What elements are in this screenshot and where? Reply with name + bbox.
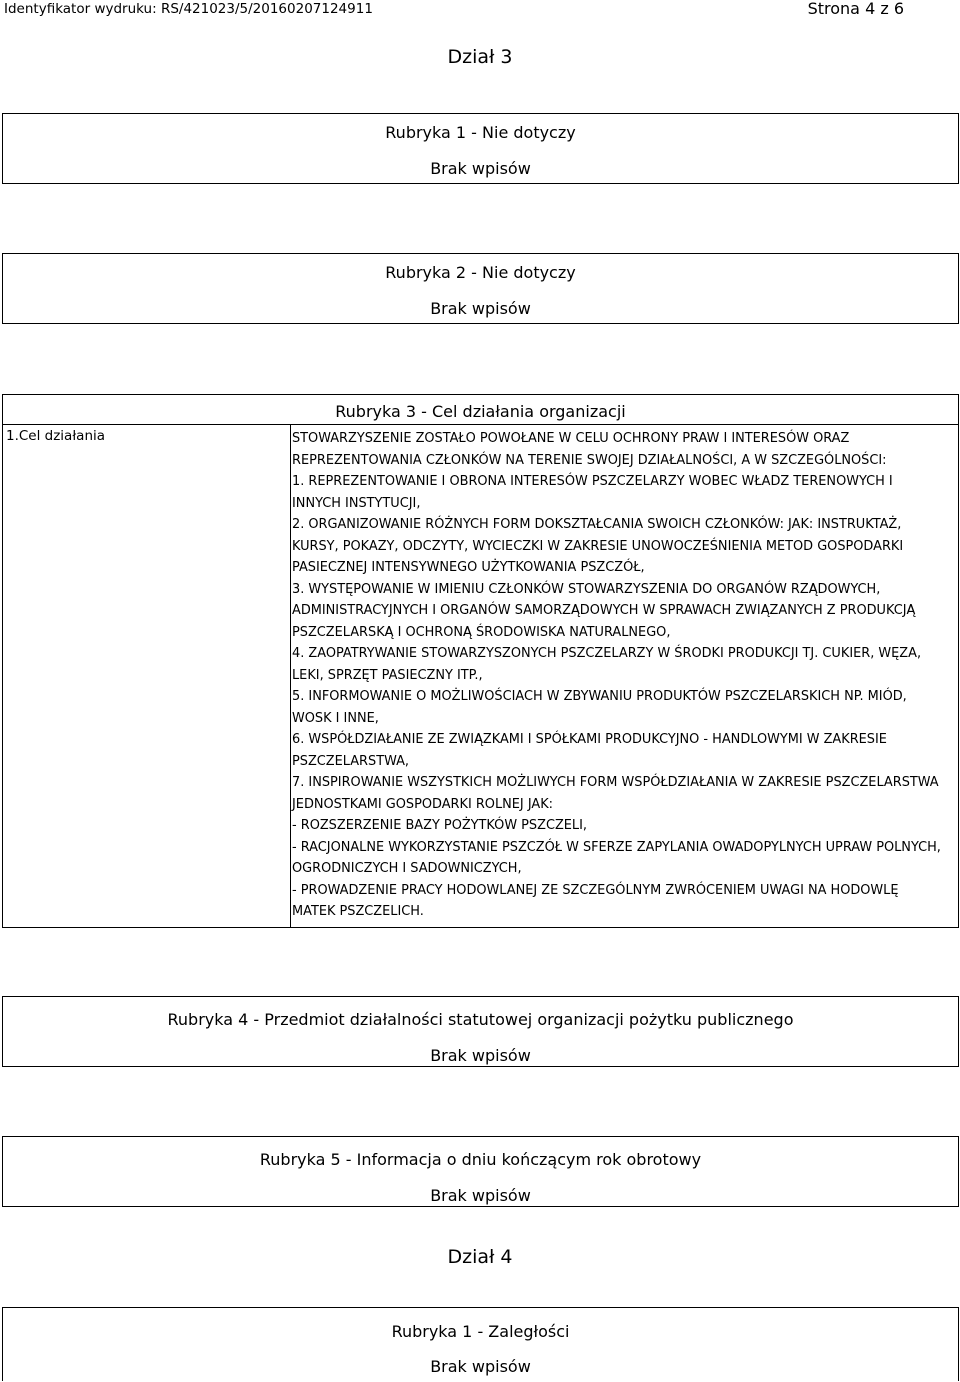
cel-dzialania-label: 1.Cel działania [6, 428, 106, 444]
rubryka-5-entries: Brak wpisów [430, 1186, 531, 1205]
content-line: 7. INSPIROWANIE WSZYSTKICH MOŻLIWYCH FORM WSPÓŁDZIAŁANIA W ZAKRESIE PSZCZELARSTWA [292, 775, 939, 790]
content-line: 2. ORGANIZOWANIE RÓŻNYCH FORM DOKSZTAŁCANIA SWOICH CZŁONKÓW: JAK: INSTRUKTAŻ, [292, 517, 902, 532]
content-line: PSZCZELARSKĄ I OCHRONĄ ŚRODOWISKA NATURALNEGO, [292, 624, 671, 640]
rubryka-1-entries: Brak wpisów [430, 159, 531, 178]
table-divider-vertical [290, 424, 291, 927]
content-line: 3. WYSTĘPOWANIE W IMIENIU CZŁONKÓW STOWARZYSZENIA DO ORGANÓW RZĄDOWYCH, [292, 581, 881, 597]
content-line: - ROZSZERZENIE BAZY POŻYTKÓW PSZCZELI, [292, 818, 588, 833]
dzial-4-rubryka-1-section [2, 1307, 959, 1381]
rubryka-3-title: Rubryka 3 - Cel działania organizacji [335, 402, 626, 421]
content-line: 4. ZAOPATRYWANIE STOWARZYSZONYCH PSZCZELARZY W ŚRODKI PRODUKCJI TJ. CUKIER, WĘZA, [292, 646, 922, 661]
cel-dzialania-content [292, 428, 952, 923]
content-line: INNYCH INSTYTUCJI, [292, 495, 421, 511]
content-line: 5. INFORMOWANIE O MOŻLIWOŚCIACH W ZBYWANIU PRODUKTÓW PSZCZELARSKICH NP. MIÓD, [292, 689, 907, 704]
dzial-4-heading: Dział 4 [447, 1246, 513, 1268]
rubryka-4-section [2, 996, 959, 1067]
dzial-3-heading: Dział 3 [447, 46, 513, 68]
content-line: REPREZENTOWANIA CZŁONKÓW NA TERENIE SWOJEJ DZIAŁALNOŚCI, A W SZCZEGÓLNOŚCI: [292, 452, 887, 468]
content-line: PSZCZELARSTWA, [292, 753, 410, 769]
content-line: JEDNOSTKAMI GOSPODARKI ROLNEJ JAK: [292, 796, 554, 812]
dzial-4-rubryka-1-entries: Brak wpisów [430, 1357, 531, 1376]
content-line: OGRODNICZYCH I SADOWNICZYCH, [292, 861, 522, 876]
content-line: 1. REPREZENTOWANIE I OBRONA INTERESÓW PSZCZELARZY WOBEC WŁADZ TERENOWYCH I [292, 474, 893, 489]
page-number: Strona 4 z 6 [807, 0, 904, 18]
content-line: LEKI, SPRZĘT PASIECZNY ITP., [292, 667, 483, 683]
content-line: PASIECZNEJ INTENSYWNEGO UŻYTKOWANIA PSZCZÓŁ, [292, 560, 645, 575]
content-line: - PROWADZENIE PRACY HODOWLANEJ ZE SZCZEGÓLNYM ZWRÓCENIEM UWAGI NA HODOWLĘ [292, 882, 899, 898]
rubryka-2-section [2, 253, 959, 324]
rubryka-3-table [2, 394, 959, 928]
rubryka-4-title: Rubryka 4 - Przedmiot działalności statutowej organizacji pożytku publicznego [167, 1010, 794, 1029]
table-divider-horizontal [3, 424, 958, 425]
content-line: 6. WSPÓŁDZIAŁANIE ZE ZWIĄZKAMI I SPÓŁKAMI PRODUKCYJNO - HANDLOWYMI W ZAKRESIE [292, 732, 887, 747]
rubryka-4-entries: Brak wpisów [430, 1046, 531, 1065]
content-line: MATEK PSZCZELICH. [292, 904, 424, 919]
content-line: KURSY, POKAZY, ODCZYTY, WYCIECZKI W ZAKRESIE UNOWOCZEŚNIENIA METOD GOSPODARKI [292, 538, 904, 554]
rubryka-2-title: Rubryka 2 - Nie dotyczy [385, 263, 576, 282]
rubryka-1-title: Rubryka 1 - Nie dotyczy [385, 123, 576, 142]
rubryka-1-section [2, 113, 959, 184]
rubryka-2-entries: Brak wpisów [430, 299, 531, 318]
print-identifier: Identyfikator wydruku: RS/421023/5/20160207124911 [4, 1, 373, 17]
rubryka-5-section [2, 1136, 959, 1207]
dzial-4-rubryka-1-title: Rubryka 1 - Zaległości [391, 1322, 570, 1341]
content-line: - RACJONALNE WYKORZYSTANIE PSZCZÓŁ W SFERZE ZAPYLANIA OWADOPYLNYCH UPRAW POLNYCH, [292, 839, 941, 855]
content-line: ADMINISTRACYJNYCH I ORGANÓW SAMORZĄDOWYCH W SPRAWACH ZWIĄZANYCH Z PRODUKCJĄ [292, 603, 916, 618]
content-line: STOWARZYSZENIE ZOSTAŁO POWOŁANE W CELU OCHRONY PRAW I INTERESÓW ORAZ [292, 431, 850, 446]
rubryka-5-title: Rubryka 5 - Informacja o dniu kończącym rok obrotowy [259, 1150, 702, 1169]
content-line: WOSK I INNE, [292, 710, 379, 726]
